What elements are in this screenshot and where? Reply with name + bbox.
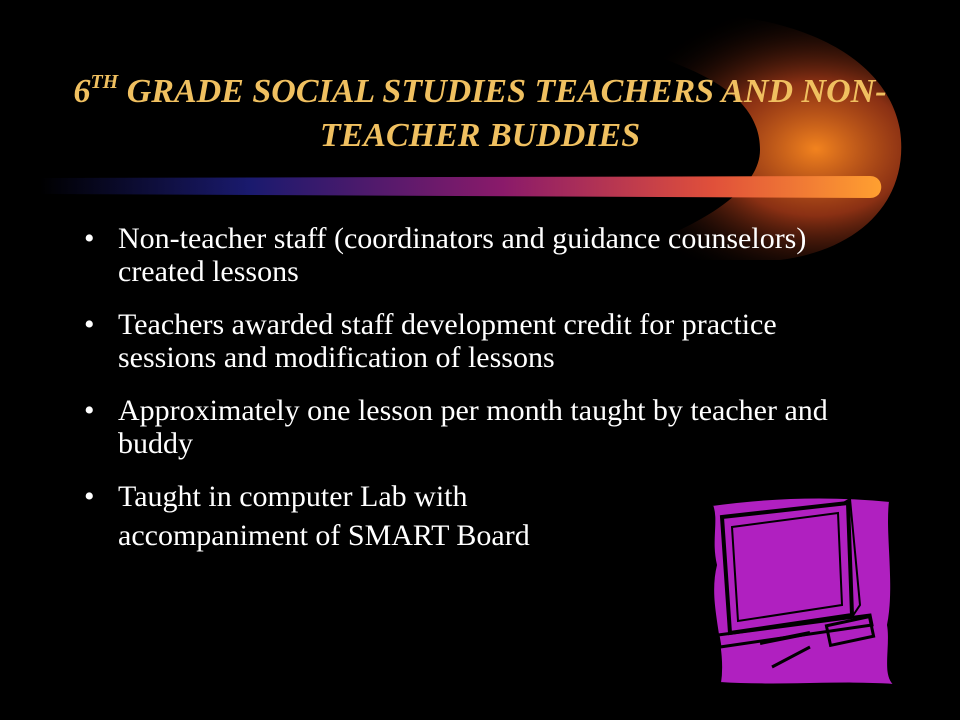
bullet-glyph: • — [84, 308, 95, 341]
bullet-glyph: • — [84, 222, 95, 255]
bullet-text: Approximately one lesson per month taught by teacher and buddy — [118, 394, 828, 460]
bullet-text: Non-teacher staff (coordinators and guidance counselors) created lessons — [118, 222, 807, 288]
bullet-glyph: • — [84, 480, 95, 513]
bullet-text: Teachers awarded staff development credit for practice sessions and modification of lessons — [118, 308, 777, 374]
continuation-line: accompaniment of SMART Board — [118, 519, 530, 552]
bullet-item — [80, 222, 840, 288]
bullet-text: Taught in computer Lab with — [118, 480, 468, 513]
bullet-item — [80, 308, 840, 374]
slide-title — [40, 70, 920, 158]
bullet-glyph: • — [84, 394, 95, 427]
title-text: GRADE SOCIAL STUDIES TEACHERS AND NON-TEACHER BUDDIES — [118, 73, 887, 154]
title-superscript: TH — [90, 71, 119, 93]
chalkboard-icon — [700, 495, 900, 690]
bullet-item — [80, 394, 840, 460]
title-prefix: 6 — [73, 73, 91, 110]
